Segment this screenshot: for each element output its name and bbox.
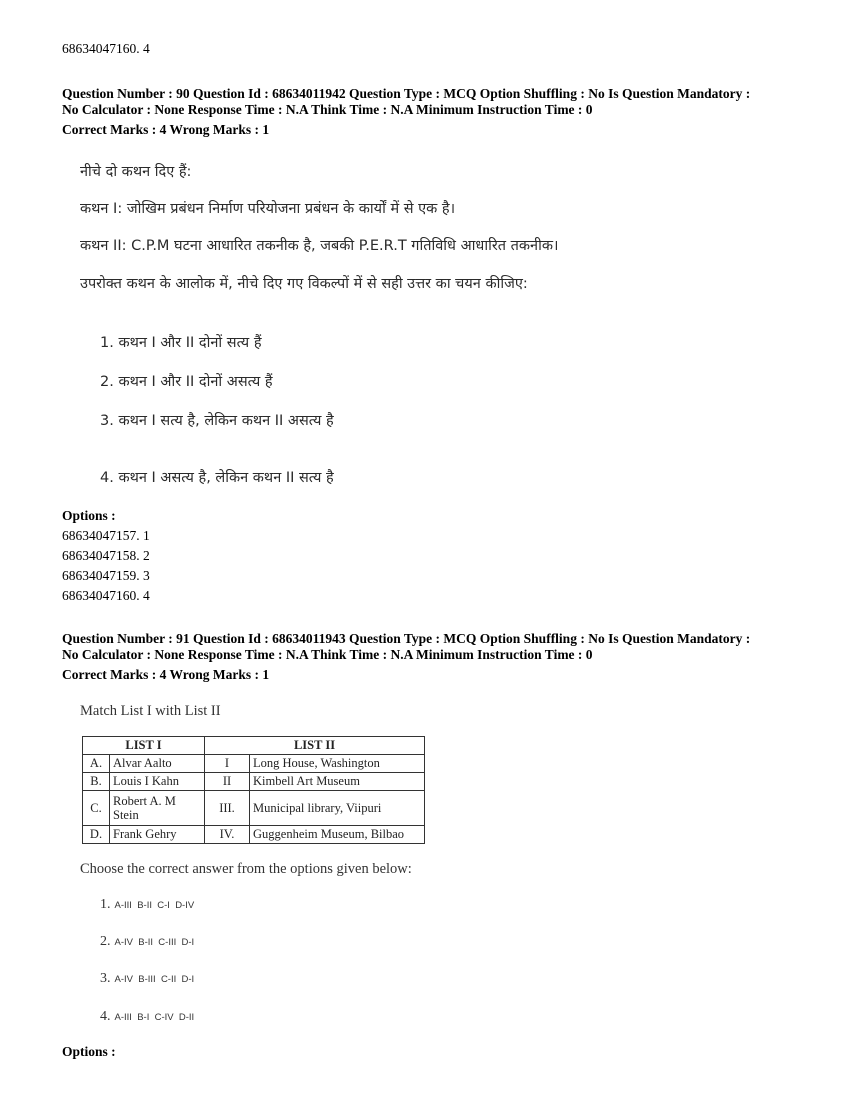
q90-options-list (62, 526, 150, 606)
q90-option-1: 68634047157. 1 (62, 528, 150, 543)
row-letter: A. (83, 755, 110, 773)
choice-text: A-IV B-II C-III D-I (114, 937, 195, 948)
match-table (82, 736, 425, 844)
q91-choice-4 (100, 1009, 194, 1025)
q91-prompt: Match List I with List II (80, 703, 221, 719)
table-row (83, 791, 425, 826)
row-roman: I (205, 755, 250, 773)
row-architect: Robert A. M Stein (110, 791, 205, 826)
choice-text: A-III B-II C-I D-IV (114, 900, 195, 911)
row-roman: II (205, 773, 250, 791)
q90-choice-4: 4. कथन I असत्य है, लेकिन कथन II सत्य है (100, 470, 334, 486)
table-row (83, 826, 425, 844)
q90-option-3: 68634047159. 3 (62, 568, 150, 583)
q90-option-2: 68634047158. 2 (62, 548, 150, 563)
q91-options-label: Options : (62, 1044, 116, 1059)
choice-number: 1. (100, 897, 111, 912)
choice-text: A-IV B-III C-II D-I (114, 974, 195, 985)
previous-answer-line: 68634047160. 4 (62, 41, 150, 56)
row-building: Kimbell Art Museum (250, 773, 425, 791)
table-row (83, 773, 425, 791)
row-letter: D. (83, 826, 110, 844)
table-row (83, 755, 425, 773)
header-list-1: LIST I (83, 737, 205, 755)
q91-meta-line1: Question Number : 91 Question Id : 68634011943 Question Type : MCQ Option Shuffling : No Is Question Mandatory : (62, 631, 751, 646)
q91-choice-3 (100, 971, 194, 987)
row-building: Municipal library, Viipuri (250, 791, 425, 826)
row-roman: IV. (205, 826, 250, 844)
row-building: Guggenheim Museum, Bilbao (250, 826, 425, 844)
q90-instruction: उपरोक्त कथन के आलोक में, नीचे दिए गए विकल्पों में से सही उत्तर का चयन कीजिए: (80, 276, 528, 292)
q90-intro: नीचे दो कथन दिए हैं: (80, 164, 192, 180)
q90-marks: Correct Marks : 4 Wrong Marks : 1 (62, 122, 270, 137)
q90-option-4: 68634047160. 4 (62, 588, 150, 603)
q90-choice-2: 2. कथन I और II दोनों असत्य हैं (100, 374, 273, 390)
row-architect: Louis I Kahn (110, 773, 205, 791)
row-letter: B. (83, 773, 110, 791)
q90-meta-line1: Question Number : 90 Question Id : 68634011942 Question Type : MCQ Option Shuffling : No Is Question Mandatory : (62, 86, 751, 101)
header-list-2: LIST II (205, 737, 425, 755)
q90-choice-1: 1. कथन I और II दोनों सत्य हैं (100, 335, 262, 351)
q90-statement-1: कथन I: जोखिम प्रबंधन निर्माण परियोजना प्रबंधन के कार्यों में से एक है। (80, 201, 456, 217)
match-table-header (83, 737, 425, 755)
row-architect: Frank Gehry (110, 826, 205, 844)
q91-marks: Correct Marks : 4 Wrong Marks : 1 (62, 667, 270, 682)
row-letter: C. (83, 791, 110, 826)
row-building: Long House, Washington (250, 755, 425, 773)
choice-number: 2. (100, 934, 111, 949)
q91-choice-1 (100, 897, 194, 913)
row-roman: III. (205, 791, 250, 826)
choice-number: 3. (100, 971, 111, 986)
choice-number: 4. (100, 1009, 111, 1024)
q91-choose-instruction: Choose the correct answer from the options given below: (80, 861, 412, 877)
q91-choice-2 (100, 934, 194, 950)
q91-meta-line2: No Calculator : None Response Time : N.A Think Time : N.A Minimum Instruction Time : 0 (62, 647, 593, 662)
choice-text: A-III B-I C-IV D-II (114, 1012, 195, 1023)
q90-statement-2: कथन II: C.P.M घटना आधारित तकनीक है, जबकी P.E.R.T गतिविधि आधारित तकनीक। (80, 238, 559, 254)
row-architect: Alvar Aalto (110, 755, 205, 773)
q90-options-label: Options : (62, 508, 116, 523)
q90-choice-3: 3. कथन I सत्य है, लेकिन कथन II असत्य है (100, 413, 334, 429)
q90-meta-line2: No Calculator : None Response Time : N.A Think Time : N.A Minimum Instruction Time : 0 (62, 102, 593, 117)
